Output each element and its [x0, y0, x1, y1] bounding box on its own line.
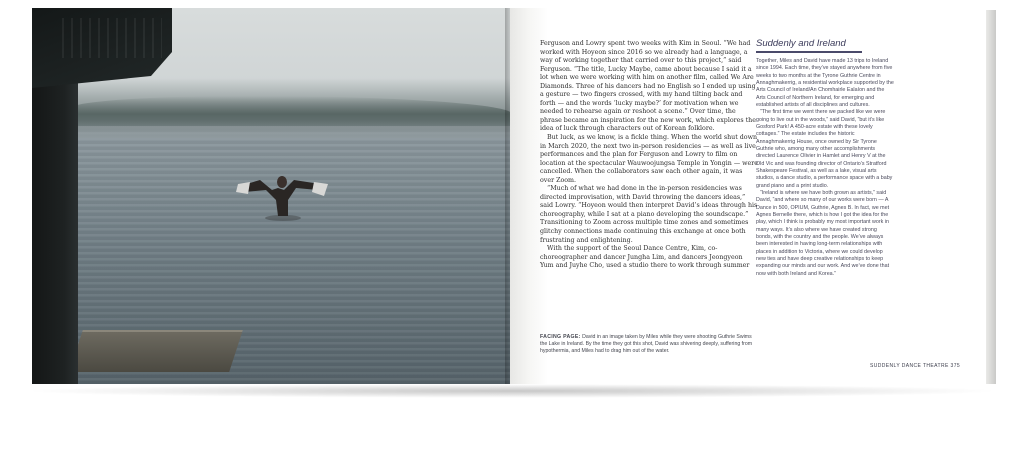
sidebar-rule	[756, 51, 862, 53]
sidebar-title: Suddenly and Ireland	[756, 38, 846, 49]
paragraph: But luck, as we know, is a fickle thing. When the world shut down in March 2020, the next two in-person residencies — as well as live performances and the plan for Ferguson and Lowry to film on location at the spectacular Wauwoojungsa Temple in Yongin — were cancelled. When the collaborators saw each other again, it was over Zoom.	[540, 134, 758, 184]
text-page	[510, 8, 988, 384]
page-edges	[986, 10, 996, 384]
boathouse-roof	[32, 8, 172, 88]
photo-caption	[540, 334, 758, 355]
sidebar-paragraph: “The first time we went there we packed like we were going to live out in the woods,” said David, “but it’s like Gosford Park! A 450-acre estate with these lovely cottages.” The estate includes the historic Annaghmakerrig House, once owned by Sir Tyrone Guthrie who, among many other accomplishments directed Laurence Olivier in Hamlet and Henry V at the Old Vic and was founding director of Ontario’s Stratford Shakespeare Festival, as well as a lake, visual arts studios, a dance studio, a performance space with a baby grand piano and a print studio.	[756, 109, 893, 189]
running-footer: SUDDENLY DANCE THEATRE 375	[870, 363, 961, 369]
sidebar	[756, 38, 894, 278]
sidebar-paragraph: Together, Miles and David have made 13 trips to Ireland since 1994. Each time, they’ve stayed anywhere from five weeks to two months at the Tyrone Guthrie Centre in Annaghmakerrig, a residential workplace supported by the Arts Council of Ireland/An Chomhairle Ealaíon and the Arts Council of Northern Ireland, for emerging and established artists of all disciplines and cultures.	[756, 58, 894, 108]
paragraph: With the support of the Seoul Dance Centre, Kim, co-choreographer and dancer Jungha Lim, and dancers Jeongyeon Yum and Juyhe Cho, used a studio there to work through summer	[540, 245, 750, 270]
main-text-column	[540, 40, 758, 271]
book-shadow	[22, 384, 1002, 398]
sidebar-body	[756, 58, 894, 278]
paragraph: Ferguson and Lowry spent two weeks with Kim in Seoul. “We had worked with Hoyeon since 2016 so we already had a language, a way of working together that carried over to this project,” said Ferguson. “The title, Lucky Maybe, came about because I said it a lot when we were working with him on another film, called We Are Diamonds. Three of his dancers had no English so I ended up using a gesture — two fingers crossed, with my hand tilting back and forth — and the words ‘lucky maybe?’ for motivation when we needed to rehearse again or reshoot a scene.” Over time, the phrase became an inspiration for the new work, which explores the idea of luck through characters out of Korean folklore.	[540, 40, 756, 133]
caption-label: FACING PAGE:	[540, 334, 581, 340]
facing-page-photo	[32, 8, 510, 384]
paragraph: “Much of what we had done in the in-person residencies was directed improvisation, with David throwing the dancers ideas,” said Lowry. “Hoyeon would then interpret David’s ideas through his choreography, while I sat at a piano developing the soundscape.” Transitioning to Zoom across multiple time zones and sometimes glitchy connections made continuing this exchange at once both frustrating and enlightening.	[540, 185, 758, 244]
swimmer-figure	[232, 170, 332, 230]
sidebar-paragraph: “Ireland is where we have both grown as artists,” said David, “and where so many of our works were born — A Dance in 500, OPIUM, Guthrie, Agnes B. In fact, we met Agnes Bernelle there, which is how I got the idea for the play, which I think is probably my most important work in many ways. It’s also where we have created strong bonds, with the country and the people. We’ve always been interested in having long-term relationships with places in addition to Victoria, where we could develop new ties and have deep creative relationships to keep expanding our minds and our work. And we’ve done that now with both Ireland and Korea.”	[756, 189, 890, 277]
stone-dock	[69, 330, 243, 372]
caption-text: David in an image taken by Miles while they were shooting Guthrie Swims the Lake in Ireland. By the time they got this shot, David was shivering deeply, suffering from hypothermia, and Miles had to drag him out of the water.	[540, 334, 753, 354]
